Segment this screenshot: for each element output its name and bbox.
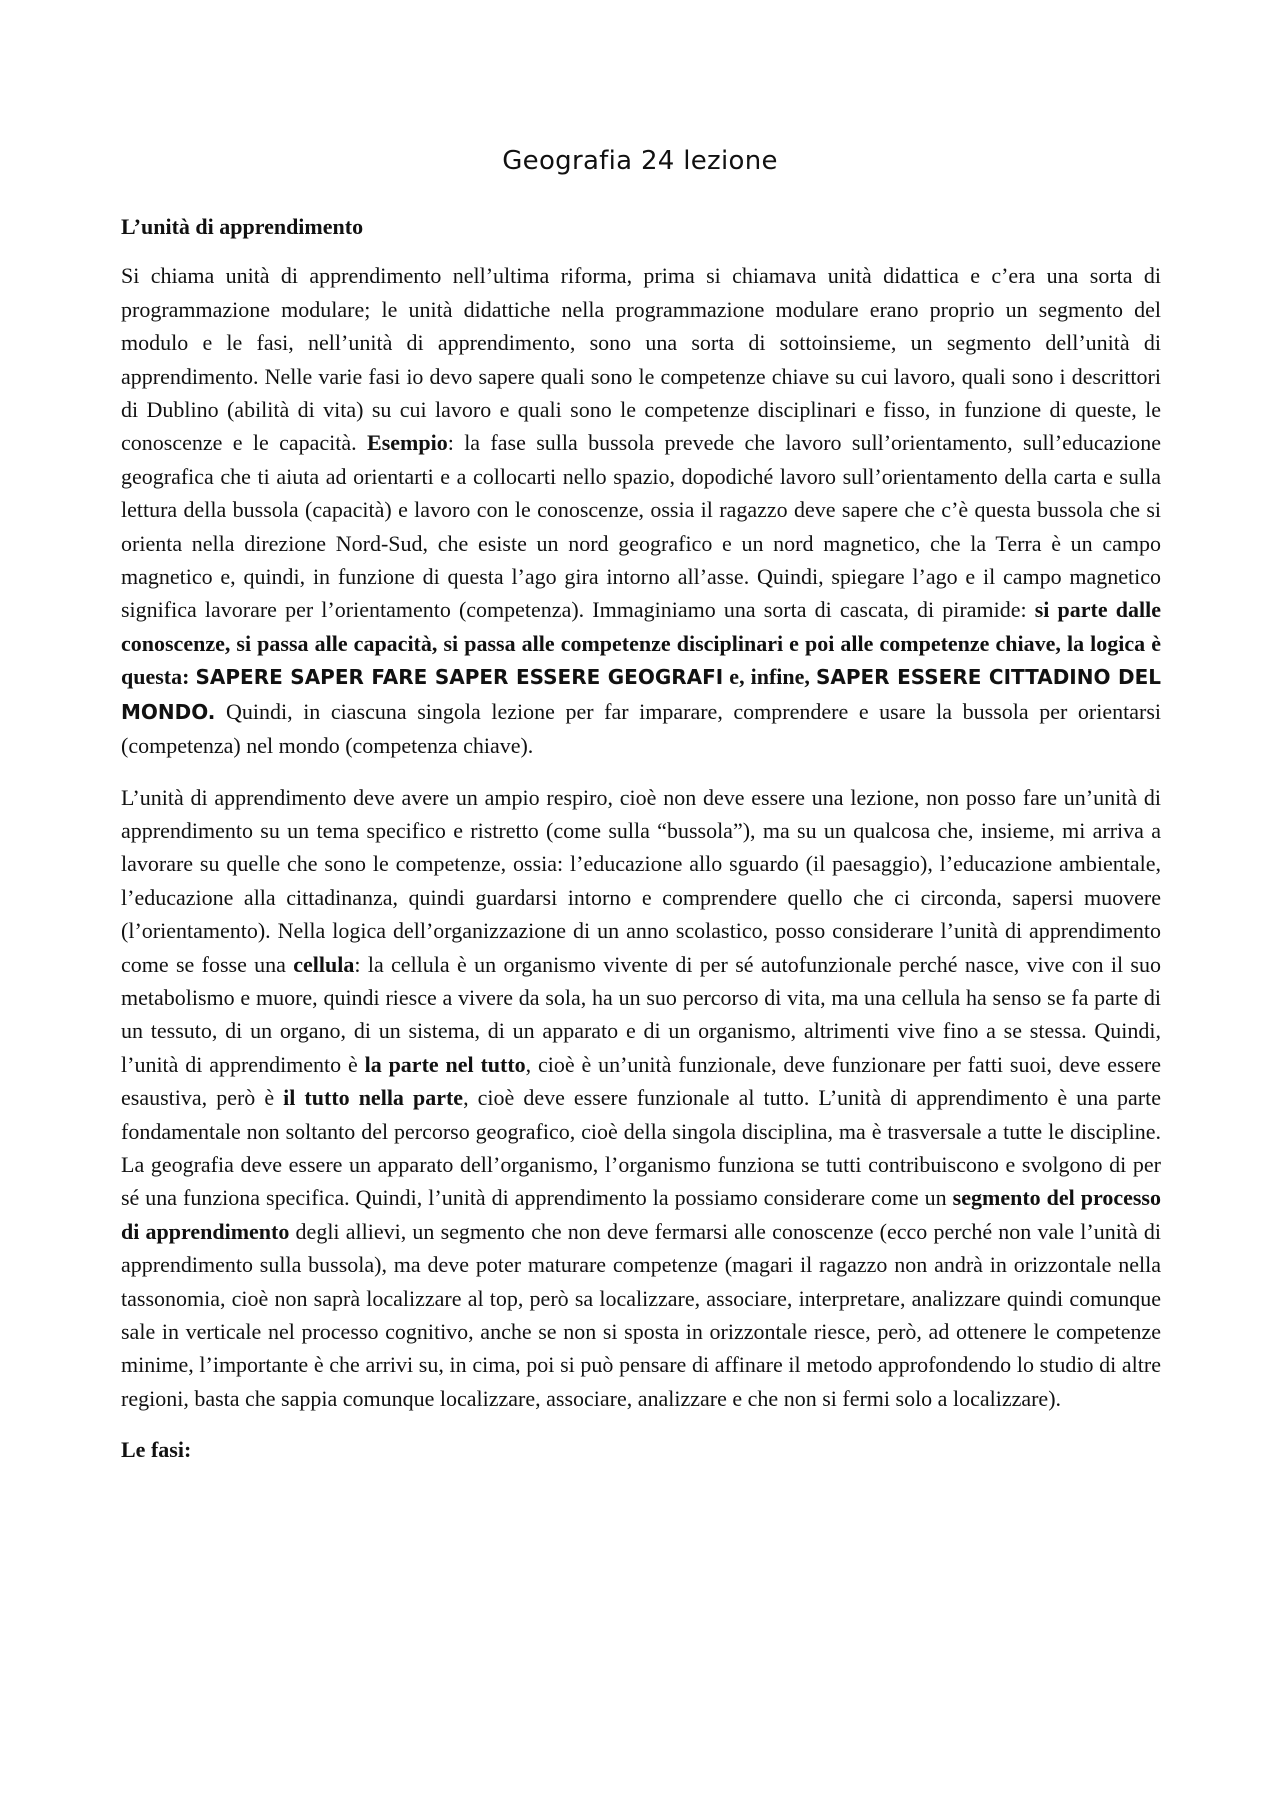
paragraph-2-text-5: degli allievi, un segmento che non deve fermarsi alle conoscenze (ecco perché non vale l’unità di apprendimento sulla bussola), ma deve poter maturare competenze (magari il ragazzo non andrà in orizzontale nella tassonomia, cioè non saprà localizzare al top, però sa localizzare, associare, interpretare, analizzare quindi comunque sale in verticale nel processo cognitivo, anche se non si sposta in orizzontale riesce, però, ad ottenere le competenze minime, l’importante è che arrivi su, in cima, poi si può pensare di affinare il metodo approfondendo lo studio di altre regioni, basta che sappia comunque localizzare, associare, analizzare e che non si fermi solo a localizzare). (121, 1218, 1161, 1411)
paragraph-1-text-1: Si chiama unità di apprendimento nell’ultima riforma, prima si chiamava unità didattica e c’era una sorta di programmazione modulare; le unità didattiche nella programmazione modulare erano proprio un segmento del modulo e le fasi, nell’unità di apprendimento, sono una sorta di sottoinsieme, un segmento dell’unità di apprendimento. Nelle varie fasi io devo sapere quali sono le competenze chiave su cui lavoro, quali sono i descrittori di Dublino (abilità di vita) su cui lavoro e quali sono le competenze disciplinari e fisso, in funzione di queste, le conoscenze e le capacità. (121, 263, 1161, 456)
paragraph-1-bold-logic: si parte dalle conoscenze, si passa alle capacità, si passa alle competenze disciplinari e poi alle competenze chiave, la logica è questa: (121, 597, 1161, 690)
paragraph-2 (121, 781, 1161, 1416)
paragraph-1-text-2: : la fase sulla bussola prevede che lavoro sull’orientamento, sull’educazione geografica che ti aiuta ad orientarti e a collocarti nello spazio, dopodiché lavoro sull’orientamento della carta e sulla lettura della bussola (capacità) e lavoro con le conoscenze, ossia il ragazzo deve sapere che c’è questa bussola che si orienta nella direzione Nord-Sud, che esiste un nord geografico e un nord magnetico, che la Terra è un campo magnetico e, quindi, in funzione di questa l’ago gira intorno all’asse. Quindi, spiegare l’ago e il campo magnetico significa lavorare per l’orientamento (competenza). Immaginiamo una sorta di cascata, di piramide: (121, 430, 1162, 623)
document-title: Geografia 24 lezione (502, 146, 778, 176)
paragraph-2-bold-segmento: segmento del processo di apprendimento (121, 1185, 1161, 1244)
paragraph-1-bold-sapere: SAPERE SAPER FARE SAPER ESSERE GEOGRAFI (195, 665, 724, 690)
document-body (121, 210, 1161, 1483)
paragraph-2-text-1: L’unità di apprendimento deve avere un ampio respiro, cioè non deve essere una lezione, non posso fare un’unità di apprendimento su un tema specifico e ristretto (come sulla “bussola”), ma su un qualcosa che, insieme, mi arriva a lavorare su quelle che sono le competenze, ossia: l’educazione allo sguardo (il paesaggio), l’educazione ambientale, l’educazione alla cittadinanza, quindi guardarsi intorno e comprendere quello che ci circonda, sapersi muovere (l’orientamento). Nella logica dell’organizzazione di un anno scolastico, posso considerare l’unità di apprendimento come se fosse una (121, 784, 1161, 977)
paragraph-2-bold-tutto-nella-parte: il tutto nella parte (283, 1085, 464, 1111)
paragraph-1 (121, 259, 1161, 762)
paragraph-1-bold-cittadino: SAPER ESSERE CITTADINO DEL MONDO. (121, 665, 1161, 724)
paragraph-2-text-3: , cioè è un’unità funzionale, deve funzionare per fatti suoi, deve essere esaustiva, però è (121, 1051, 1162, 1111)
paragraph-2-bold-cellula: cellula (293, 951, 355, 977)
paragraph-2-text-2: : la cellula è un organismo vivente di per sé autofunzionale perché nasce, vive con il suo metabolismo e muore, quindi riesce a vivere da sola, ha un suo percorso di vita, ma una cellula ha senso se fa parte di un tessuto, di un organo, di un sistema, di un apparato e di un organismo, altrimenti vive fino a se stessa. Quindi, l’unità di apprendimento è (121, 951, 1161, 1077)
paragraph-2-text-4: , cioè deve essere funzionale al tutto. L’unità di apprendimento è una parte fondamentale non soltanto del percorso geografico, cioè della singola disciplina, ma è trasversale a tutte le discipline. La geografia deve essere un apparato dell’organismo, l’organismo funziona se tutti contribuiscono e svolgono di per sé una funziona specifica. Quindi, l’unità di apprendimento la possiamo considerare come un (121, 1085, 1161, 1211)
paragraph-1-bold-esempio: Esempio (367, 430, 448, 456)
paragraph-1-bold-infine: e, infine, (723, 664, 816, 690)
paragraph-1-text-3: Quindi, in ciascuna singola lezione per far imparare, comprendere e usare la bussola per orientarsi (competenza) nel mondo (competenza chiave). (121, 698, 1161, 759)
paragraph-2-bold-parte-nel-tutto: la parte nel tutto (364, 1051, 526, 1077)
section-heading: L’unità di apprendimento (121, 214, 364, 239)
subheading-fasi: Le fasi: (121, 1437, 192, 1463)
